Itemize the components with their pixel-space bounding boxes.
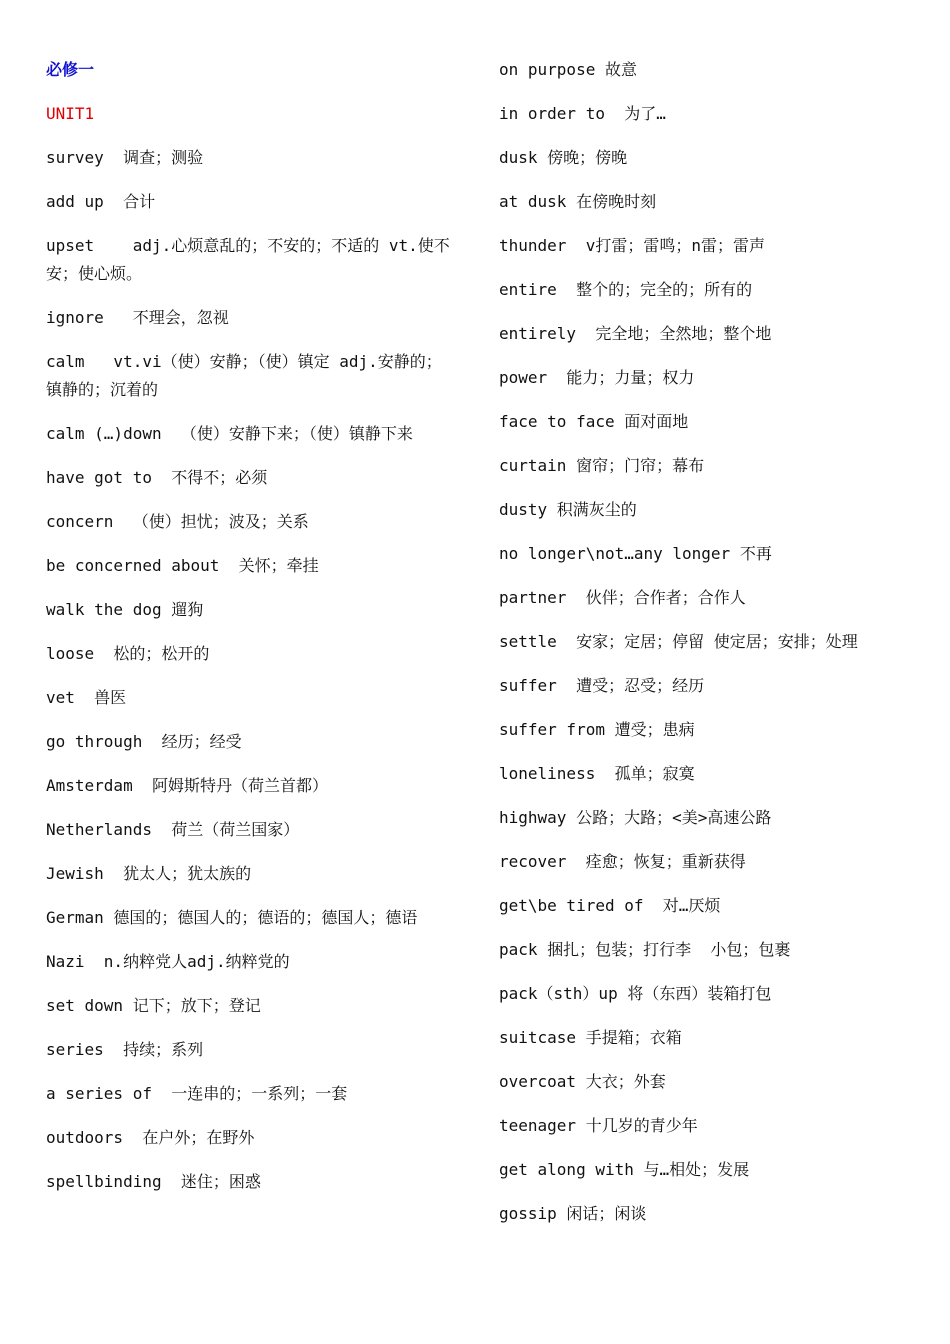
- vocab-entry: in order to 为了…: [499, 104, 666, 123]
- vocab-entry: calm vt.vi（使）安静；（使）镇定 adj.安静的；镇静的；沉着的: [46, 352, 442, 399]
- vocab-entry: be concerned about 关怀；牵挂: [46, 556, 319, 575]
- vocab-entry: overcoat 大衣；外套: [499, 1072, 666, 1091]
- vocab-entry: entirely 完全地；全然地；整个地: [499, 324, 772, 343]
- vocab-entry: add up 合计: [46, 192, 156, 211]
- vocab-entry: highway 公路；大路；<美>高速公路: [499, 808, 772, 827]
- vocab-entry: recover 痊愈；恢复；重新获得: [499, 852, 746, 871]
- right-vocab-list: [499, 56, 909, 1228]
- vocab-entry: calm (…)down （使）安静下来；（使）镇静下来: [46, 424, 413, 443]
- vocab-entry: suffer 遭受；忍受；经历: [499, 676, 705, 695]
- vocab-entry: gossip 闲话；闲谈: [499, 1204, 647, 1223]
- vocab-entry: spellbinding 迷住；困惑: [46, 1172, 261, 1191]
- vocab-entry: go through 经历；经受: [46, 732, 242, 751]
- left-column: [46, 56, 451, 1212]
- unit-title: UNIT1: [46, 104, 95, 123]
- vocab-entry: Netherlands 荷兰（荷兰国家）: [46, 820, 300, 839]
- vocab-entry: settle 安家；定居；停留 使定居；安排；处理: [499, 632, 858, 651]
- vocab-entry: on purpose 故意: [499, 60, 637, 79]
- vocab-entry: series 持续；系列: [46, 1040, 204, 1059]
- vocab-entry: get along with 与…相处；发展: [499, 1160, 750, 1179]
- vocab-entry: teenager 十几岁的青少年: [499, 1116, 698, 1135]
- vocab-entry: set down 记下；放下；登记: [46, 996, 261, 1015]
- vocab-entry: pack 捆扎；包装；打行李 小包；包裹: [499, 940, 791, 959]
- vocab-entry: have got to 不得不；必须: [46, 468, 268, 487]
- vocab-entry: Nazi n.纳粹党人adj.纳粹党的: [46, 952, 290, 971]
- vocab-entry: Jewish 犹太人；犹太族的: [46, 864, 252, 883]
- vocab-entry: suitcase 手提箱；衣箱: [499, 1028, 682, 1047]
- vocab-entry: dusty 积满灰尘的: [499, 500, 637, 519]
- vocab-entry: Amsterdam 阿姆斯特丹（荷兰首都）: [46, 776, 328, 795]
- vocab-entry: a series of 一连串的；一系列；一套: [46, 1084, 348, 1103]
- vocab-entry: power 能力；力量；权力: [499, 368, 695, 387]
- vocab-entry: ignore 不理会，忽视: [46, 308, 229, 327]
- vocab-entry: pack（sth）up 将（东西）装箱打包: [499, 984, 772, 1003]
- left-vocab-list: [46, 144, 451, 1196]
- vocab-entry: dusk 傍晚；傍晚: [499, 148, 628, 167]
- right-column: [499, 56, 909, 1244]
- vocab-entry: curtain 窗帘；门帘；幕布: [499, 456, 705, 475]
- book-title: 必修一: [46, 60, 95, 79]
- vocab-entry: walk the dog 遛狗: [46, 600, 204, 619]
- vocab-entry: loneliness 孤单；寂寞: [499, 764, 695, 783]
- vocab-entry: survey 调查；测验: [46, 148, 204, 167]
- vocab-entry: concern （使）担忧；波及；关系: [46, 512, 309, 531]
- vocab-entry: German 德国的；德国人的；德语的；德国人；德语: [46, 908, 418, 927]
- vocab-entry: upset adj.心烦意乱的；不安的；不适的 vt.使不安；使心烦。: [46, 236, 450, 283]
- vocab-entry: no longer\not…any longer 不再: [499, 544, 772, 563]
- vocab-entry: suffer from 遭受；患病: [499, 720, 695, 739]
- vocab-entry: outdoors 在户外；在野外: [46, 1128, 255, 1147]
- vocab-entry: thunder v打雷；雷鸣；n雷；雷声: [499, 236, 765, 255]
- vocab-entry: partner 伙伴；合作者；合作人: [499, 588, 746, 607]
- vocab-entry: vet 兽医: [46, 688, 127, 707]
- vocab-entry: face to face 面对面地: [499, 412, 689, 431]
- vocab-entry: at dusk 在傍晚时刻: [499, 192, 657, 211]
- vocab-entry: entire 整个的；完全的；所有的: [499, 280, 753, 299]
- vocab-entry: get\be tired of 对…厌烦: [499, 896, 721, 915]
- vocab-entry: loose 松的；松开的: [46, 644, 210, 663]
